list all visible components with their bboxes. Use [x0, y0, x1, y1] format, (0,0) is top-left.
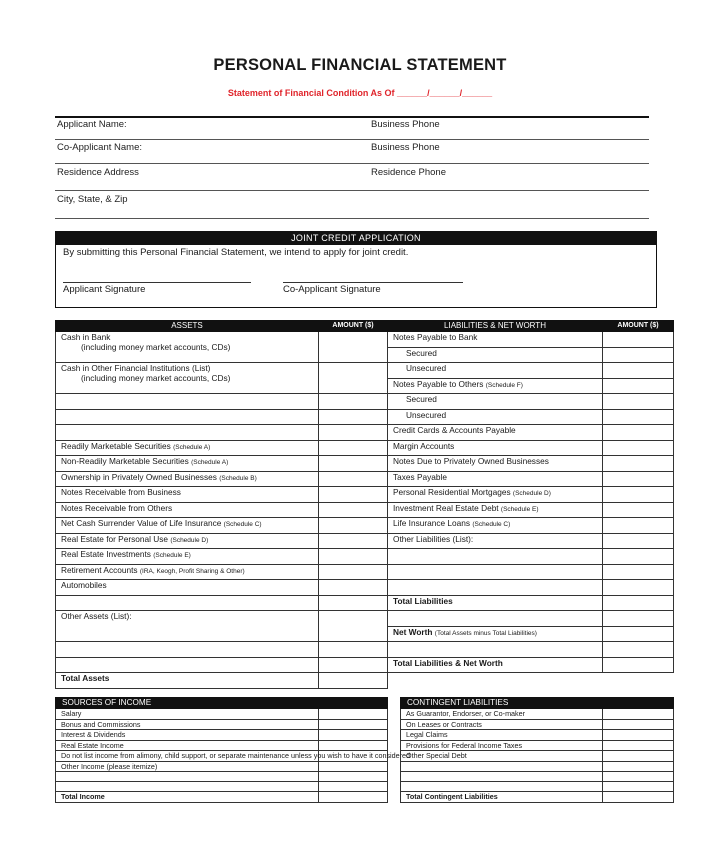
table-row [401, 751, 674, 762]
asset-sublabel: (including money market accounts, CDs) [81, 373, 231, 383]
liability-label: Margin Accounts [388, 440, 603, 456]
table-row [401, 709, 674, 720]
table-row [56, 719, 388, 730]
co-applicant-name-label: Co-Applicant Name: [57, 142, 143, 153]
table-row [388, 611, 674, 627]
asset-label: Net Cash Surrender Value of Life Insurance [61, 518, 222, 528]
income-label: Interest & Dividends [56, 730, 319, 741]
co-applicant-signature-line[interactable] [283, 282, 463, 283]
table-row [388, 363, 674, 379]
total-liabilities-net-worth-amount[interactable] [603, 657, 674, 673]
amount-cell[interactable] [603, 761, 674, 771]
asset-label[interactable] [56, 595, 319, 611]
co-applicant-name-field[interactable] [55, 163, 649, 164]
amount-cell[interactable] [603, 332, 674, 348]
amount-cell[interactable] [603, 709, 674, 720]
table-row [56, 595, 388, 611]
schedule-ref: (Schedule F) [485, 381, 523, 389]
total-liabilities-amount[interactable] [603, 595, 674, 611]
schedule-ref: (Schedule E) [153, 552, 191, 559]
amount-cell[interactable] [319, 363, 388, 394]
income-label: Real Estate Income [56, 740, 319, 751]
table-row [56, 487, 388, 503]
table-row [401, 719, 674, 730]
total-liabilities-net-worth-label: Total Liabilities & Net Worth [388, 657, 603, 673]
residence-address-field[interactable] [55, 190, 649, 191]
table-row [388, 595, 674, 611]
amount-cell[interactable] [603, 409, 674, 425]
table-row [56, 564, 388, 580]
amount-cell[interactable] [319, 549, 388, 565]
applicant-name-label: Applicant Name: [57, 119, 127, 130]
amount-cell[interactable] [319, 719, 388, 730]
contingent-liabilities-table [400, 697, 674, 803]
liability-label[interactable] [388, 611, 603, 627]
table-row [56, 425, 388, 441]
total-assets-label: Total Assets [56, 673, 319, 689]
amount-cell[interactable] [603, 440, 674, 456]
amount-cell[interactable] [319, 332, 388, 363]
amount-cell[interactable] [603, 378, 674, 394]
table-row [388, 456, 674, 472]
contingent-label: Other Special Debt [401, 751, 603, 762]
amount-cell[interactable] [603, 533, 674, 549]
assets-header: ASSETS [56, 321, 319, 332]
table-row [56, 471, 388, 487]
amount-cell[interactable] [603, 394, 674, 410]
table-row [56, 456, 388, 472]
header-rule [55, 116, 649, 118]
liabilities-table [387, 320, 674, 673]
asset-label: Non-Readily Marketable Securities [61, 456, 189, 466]
table-row [388, 502, 674, 518]
assets-amount-header: AMOUNT ($) [319, 321, 388, 332]
contingent-label: Provisions for Federal Income Taxes [401, 740, 603, 751]
sources-of-income-table [55, 697, 411, 803]
total-income-label: Total Income [56, 792, 319, 803]
residence-phone-label: Residence Phone [371, 167, 446, 178]
table-row [388, 626, 674, 642]
contingent-label[interactable] [401, 761, 603, 771]
amount-cell[interactable] [603, 719, 674, 730]
asset-label: Cash in Bank [61, 332, 111, 342]
asset-label[interactable] [56, 642, 319, 658]
liability-label: Notes Payable to Others [393, 378, 484, 389]
city-state-zip-label: City, State, & Zip [57, 194, 128, 205]
amount-cell[interactable] [319, 564, 388, 580]
assets-table [55, 320, 388, 689]
schedule-ref: (Schedule D) [170, 536, 209, 544]
table-row [401, 730, 674, 741]
asset-label: Real Estate Investments [61, 549, 151, 559]
table-row [56, 657, 388, 673]
amount-cell[interactable] [603, 456, 674, 472]
liability-label: Unsecured [388, 409, 603, 425]
total-liabilities-label: Total Liabilities [388, 595, 603, 611]
table-row [56, 761, 388, 772]
business-phone-label-2: Business Phone [371, 142, 440, 153]
applicant-signature-label: Applicant Signature [63, 284, 146, 295]
amount-cell[interactable] [319, 761, 388, 772]
statement-date-line: Statement of Financial Condition As Of ______/______/______ [227, 88, 493, 98]
asset-label: Ownership in Privately Owned Businesses [61, 471, 217, 482]
table-row [388, 657, 674, 673]
asset-label[interactable] [56, 657, 319, 673]
amount-cell[interactable] [319, 740, 388, 751]
income-header: SOURCES OF INCOME [56, 698, 388, 709]
amount-cell[interactable] [603, 781, 674, 791]
amount-cell[interactable] [319, 709, 388, 720]
amount-cell[interactable] [603, 487, 674, 503]
table-row [56, 740, 388, 751]
asset-label: Real Estate for Personal Use [61, 533, 168, 544]
table-row [388, 471, 674, 487]
table-row [56, 751, 388, 762]
joint-credit-header: JOINT CREDIT APPLICATION [56, 232, 656, 245]
liability-label: Life Insurance Loans [393, 518, 471, 528]
asset-label: Readily Marketable Securities [61, 440, 171, 451]
applicant-signature-line[interactable] [63, 282, 251, 283]
table-row [388, 487, 674, 503]
table-row [388, 347, 674, 363]
liabilities-header: LIABILITIES & NET WORTH [388, 321, 603, 332]
table-row [56, 782, 388, 792]
liability-label: Other Liabilities (List): [388, 533, 603, 549]
income-label[interactable] [56, 782, 319, 792]
liability-label: Investment Real Estate Debt [393, 502, 499, 513]
amount-cell[interactable] [319, 425, 388, 441]
page-title: PERSONAL FINANCIAL STATEMENT [213, 56, 507, 74]
table-row [56, 730, 388, 741]
city-state-zip-field[interactable] [55, 218, 649, 219]
schedule-ref: (Schedule D) [512, 490, 551, 497]
amount-cell[interactable] [319, 657, 388, 673]
liability-label: Unsecured [388, 363, 603, 379]
net-worth-note: (Total Assets minus Total Liabilities) [434, 629, 537, 637]
contingent-label: As Guarantor, Endorser, or Co-maker [401, 709, 603, 720]
table-row [56, 502, 388, 518]
table-row [401, 792, 674, 803]
table-row [401, 781, 674, 791]
contingent-label: Legal Claims [401, 730, 603, 741]
asset-sublabel: (including money market accounts, CDs) [81, 342, 231, 352]
table-row [56, 394, 388, 410]
amount-cell[interactable] [319, 440, 388, 456]
residence-address-label: Residence Address [57, 167, 139, 178]
amount-cell[interactable] [319, 533, 388, 549]
amount-cell[interactable] [603, 771, 674, 781]
income-label[interactable] [56, 772, 319, 782]
amount-cell[interactable] [319, 471, 388, 487]
table-row [388, 642, 674, 658]
table-row [401, 771, 674, 781]
asset-label: Notes Receivable from Business [56, 487, 319, 503]
liability-label: Secured [388, 347, 603, 363]
table-row [56, 673, 388, 689]
joint-credit-text: By submitting this Personal Financial Statement, we intend to apply for joint credit. [63, 247, 409, 258]
schedule-ref: (Schedule A) [191, 459, 229, 466]
liability-label[interactable] [388, 580, 603, 596]
table-row [56, 409, 388, 425]
table-row [401, 761, 674, 771]
table-row [56, 533, 388, 549]
co-applicant-signature-label: Co-Applicant Signature [283, 284, 381, 295]
table-row [388, 409, 674, 425]
liability-label[interactable] [388, 549, 603, 565]
amount-cell[interactable] [603, 730, 674, 741]
schedule-ref: (Schedule A) [173, 443, 211, 451]
amount-cell[interactable] [319, 518, 388, 534]
table-row [56, 518, 388, 534]
table-row [56, 440, 388, 456]
amount-cell[interactable] [319, 487, 388, 503]
table-row [388, 394, 674, 410]
liability-label: Secured [388, 394, 603, 410]
total-assets-amount[interactable] [319, 673, 388, 689]
amount-cell[interactable] [603, 740, 674, 751]
income-disclaimer: Do not list income from alimony, child support, or separate maintenance unless you wish to have it considered [56, 751, 319, 762]
amount-cell[interactable] [319, 456, 388, 472]
contingent-label: On Leases or Contracts [401, 719, 603, 730]
asset-label: Other Assets (List): [56, 611, 319, 642]
amount-cell[interactable] [319, 580, 388, 596]
table-row [56, 792, 388, 803]
business-phone-label: Business Phone [371, 119, 440, 130]
applicant-name-field[interactable] [55, 139, 649, 140]
liability-label: Notes Due to Privately Owned Businesses [388, 456, 603, 472]
table-row [56, 642, 388, 658]
income-label: Bonus and Commissions [56, 719, 319, 730]
amount-cell[interactable] [603, 611, 674, 627]
amount-cell[interactable] [603, 751, 674, 762]
amount-cell[interactable] [603, 502, 674, 518]
table-row [388, 564, 674, 580]
liability-label[interactable] [388, 642, 603, 658]
schedule-ref: (IRA, Keogh, Profit Sharing & Other) [139, 567, 245, 575]
asset-label[interactable] [56, 425, 319, 441]
amount-cell[interactable] [319, 502, 388, 518]
amount-cell[interactable] [603, 580, 674, 596]
asset-label: Notes Receivable from Others [56, 502, 319, 518]
total-contingent-label: Total Contingent Liabilities [401, 792, 603, 803]
contingent-header: CONTINGENT LIABILITIES [401, 698, 674, 709]
amount-cell[interactable] [319, 782, 388, 792]
table-row [388, 378, 674, 394]
table-row [401, 740, 674, 751]
asset-label[interactable] [56, 394, 319, 410]
schedule-ref: (Schedule C) [223, 521, 262, 528]
amount-cell[interactable] [319, 730, 388, 741]
amount-cell[interactable] [319, 772, 388, 782]
contingent-label[interactable] [401, 771, 603, 781]
amount-cell[interactable] [319, 642, 388, 658]
amount-cell[interactable] [319, 409, 388, 425]
income-label: Other Income (please itemize) [56, 761, 319, 772]
amount-cell[interactable] [603, 518, 674, 534]
schedule-ref: (Schedule E) [500, 505, 539, 513]
amount-cell[interactable] [603, 564, 674, 580]
asset-label[interactable] [56, 409, 319, 425]
table-row [388, 440, 674, 456]
amount-cell[interactable] [319, 611, 388, 642]
joint-credit-box [55, 231, 657, 308]
table-row [56, 549, 388, 565]
liabilities-amount-header: AMOUNT ($) [603, 321, 674, 332]
total-income-amount[interactable] [319, 792, 388, 803]
table-row [388, 425, 674, 441]
table-row [388, 533, 674, 549]
schedule-ref: (Schedule C) [472, 521, 511, 528]
amount-cell[interactable] [603, 642, 674, 658]
table-row [56, 709, 388, 720]
liability-label: Notes Payable to Bank [388, 332, 603, 348]
liability-label: Personal Residential Mortgages [393, 487, 511, 497]
net-worth-amount[interactable] [603, 626, 674, 642]
amount-cell[interactable] [319, 595, 388, 611]
amount-cell[interactable] [603, 425, 674, 441]
amount-cell[interactable] [319, 394, 388, 410]
income-label: Salary [56, 709, 319, 720]
liability-label: Taxes Payable [388, 471, 603, 487]
amount-cell[interactable] [603, 471, 674, 487]
contingent-label[interactable] [401, 781, 603, 791]
liability-label: Credit Cards & Accounts Payable [388, 425, 603, 441]
liability-label[interactable] [388, 564, 603, 580]
table-row [388, 580, 674, 596]
asset-label: Cash in Other Financial Institutions (List) [61, 363, 211, 373]
amount-cell[interactable] [603, 347, 674, 363]
amount-cell[interactable] [603, 549, 674, 565]
net-worth-label: Net Worth [393, 626, 433, 637]
table-row [388, 518, 674, 534]
table-row [56, 772, 388, 782]
amount-cell[interactable] [603, 363, 674, 379]
asset-label: Automobiles [56, 580, 319, 596]
asset-label: Retirement Accounts [61, 564, 138, 575]
table-row [388, 332, 674, 348]
table-row [388, 549, 674, 565]
schedule-ref: (Schedule B) [219, 474, 257, 482]
total-contingent-amount[interactable] [603, 792, 674, 803]
table-row [56, 580, 388, 596]
